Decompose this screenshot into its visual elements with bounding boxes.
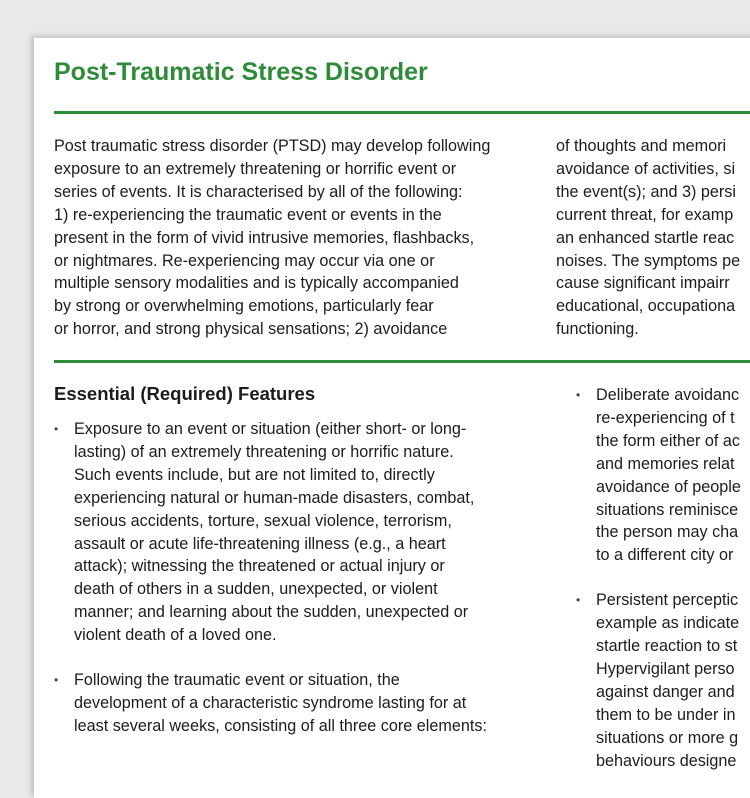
text-line: development of a characteristic syndrome lasting for at: [74, 693, 467, 712]
text-line: and memories relat: [596, 454, 735, 473]
text-line: experiencing natural or human-made disasters, combat,: [74, 488, 475, 507]
text-line: series of events. It is characterised by all of the following:: [54, 182, 463, 201]
text-line: Hypervigilant perso: [596, 659, 735, 678]
text-line: of thoughts and memori: [556, 137, 727, 155]
text-line: Such events include, but are not limited to, directly: [74, 465, 435, 484]
title-divider: [54, 111, 750, 114]
text-line: them to be under in: [596, 705, 736, 724]
list-item-text: [596, 384, 750, 567]
section-title: Essential (Required) Features: [54, 383, 316, 404]
text-line: or nightmares. Re-experiencing may occur via one or: [54, 251, 435, 270]
list-item-text: [74, 669, 534, 738]
bullet-icon: •: [54, 422, 59, 436]
text-line: the person may cha: [596, 523, 739, 542]
text-line: Post traumatic stress disorder (PTSD) may develop following: [54, 137, 491, 155]
text-line: avoidance of activities, si: [556, 159, 736, 178]
text-line: educational, occupationa: [556, 297, 736, 316]
text-line: serious accidents, torture, sexual violence, terrorism,: [74, 511, 452, 530]
bullet-icon: •: [576, 593, 581, 608]
text-line: functioning.: [556, 320, 639, 339]
text-line: startle reaction to st: [596, 637, 738, 656]
page-title: Post-Traumatic Stress Disorder: [54, 58, 428, 86]
text-line: Following the traumatic event or situation, the: [74, 671, 400, 690]
text-line: exposure to an extremely threatening or horrific event or: [54, 159, 457, 178]
text-line: against danger and: [596, 682, 735, 701]
text-line: behaviours designe: [596, 751, 737, 770]
text-line: avoidance of people: [596, 477, 741, 496]
list-item: [576, 589, 750, 772]
features-list-left: [54, 418, 534, 760]
text-line: situations or more g: [596, 728, 739, 747]
text-line: to a different city or: [596, 546, 734, 565]
text-line: by strong or overwhelming emotions, particularly fear: [54, 297, 434, 316]
list-item-text: [596, 589, 750, 772]
text-line: Deliberate avoidanc: [596, 386, 740, 404]
text-line: current threat, for examp: [556, 205, 734, 224]
text-line: manner; and learning about the sudden, unexpected or: [74, 603, 469, 622]
list-item: [576, 384, 750, 567]
bullet-icon: •: [54, 673, 59, 688]
text-line: example as indicate: [596, 614, 740, 633]
features-list-right: [576, 384, 750, 795]
text-line: re-experiencing of t: [596, 408, 735, 427]
text-line: or horror, and strong physical sensations; 2) avoidance: [54, 320, 448, 339]
text-line: Exposure to an event or situation (either short- or long-: [74, 420, 467, 438]
text-line: lasting) of an extremely threatening or horrific nature.: [74, 442, 454, 461]
text-line: multiple sensory modalities and is typically accompanied: [54, 274, 459, 293]
section-divider: [54, 360, 750, 363]
text-line: present in the form of vivid intrusive memories, flashbacks,: [54, 228, 475, 247]
text-line: 1) re-experiencing the traumatic event or events in the: [54, 205, 442, 224]
list-item-text: [74, 418, 534, 647]
bullet-icon: •: [576, 388, 581, 402]
text-line: the form either of ac: [596, 431, 740, 450]
text-line: cause significant impairr: [556, 274, 730, 293]
text-line: an enhanced startle reac: [556, 228, 735, 247]
text-line: the event(s); and 3) persi: [556, 182, 736, 201]
list-item: [54, 418, 534, 647]
text-line: noises. The symptoms pe: [556, 251, 741, 270]
text-line: situations reminisce: [596, 500, 739, 519]
intro-left-column: [54, 135, 534, 341]
text-line: attack); witnessing the threatened or actual injury or: [74, 557, 445, 576]
document-page: [34, 38, 750, 798]
text-line: violent death of a loved one.: [74, 626, 277, 645]
text-line: death of others in a sudden, unexpected, or violent: [74, 580, 438, 599]
text-line: least several weeks, consisting of all three core elements:: [74, 716, 487, 735]
text-line: Persistent perceptic: [596, 591, 739, 610]
text-line: assault or acute life-threatening illness (e.g., a heart: [74, 534, 446, 553]
list-item: [54, 669, 534, 738]
intro-right-column: [556, 135, 750, 341]
